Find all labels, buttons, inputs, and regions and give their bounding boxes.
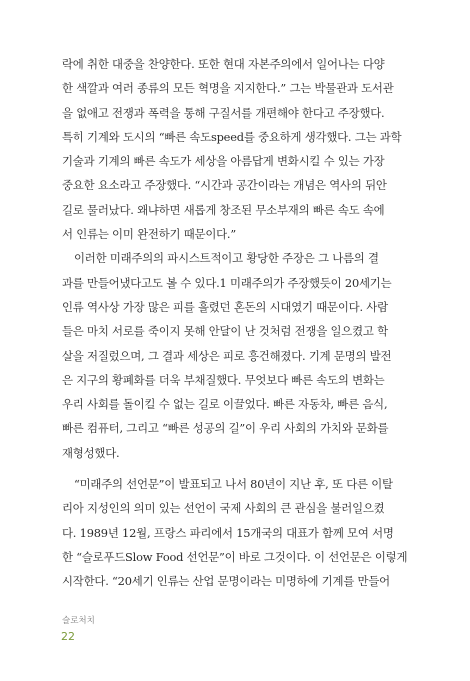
text-line: 들은 마치 서로를 죽이지 못해 안달이 난 것처럼 전쟁을 일으켰고 학 xyxy=(62,324,388,339)
text-line: 락에 취한 대중을 찬양한다. 또한 현대 자본주의에서 일어나는 다양 xyxy=(62,57,385,71)
text-line: 과를 만들어냈다고도 볼 수 있다.1 미래주의가 주장했듯이 20세기는 xyxy=(62,275,392,290)
text-line: 다. 1989년 12월, 프랑스 파리에서 15개국의 대표가 함께 모여 서명 xyxy=(62,525,394,540)
text-line: 기술과 기계의 빠른 속도가 세상을 아름답게 변화시킬 수 있는 가장 xyxy=(62,154,385,169)
text-line: 중요한 요소라고 주장했다. “시간과 공간이라는 개념은 역사의 뒤안 xyxy=(62,178,387,193)
text-line: 한 “슬로푸드Slow Food 선언문”이 바로 그것이다. 이 선언문은 이렇게 xyxy=(62,549,408,564)
text-line: 이러한 미래주의의 파시스트적이고 황당한 주장은 그 나름의 결 xyxy=(74,251,379,266)
text-line: 우리 사회를 돌이킬 수 없는 길로 이끌었다. 빠른 자동차, 빠른 음식, xyxy=(62,397,388,412)
text-line: 재형성했다. xyxy=(62,445,120,460)
text-line: 은 지구의 황폐화를 더욱 부채질했다. 무엇보다 빠른 속도의 변화는 xyxy=(62,372,385,387)
running-footer-title: 슬로처치 xyxy=(62,616,95,626)
text-line: 길로 물러났다. 왜냐하면 새롭게 창조된 무소부재의 빠른 속도 속에 xyxy=(62,202,385,217)
body-text xyxy=(62,52,412,594)
text-line: 시작한다. “20세기 인류는 산업 문명이라는 미명하에 기계를 만들어 xyxy=(62,574,390,589)
text-line: 인류 역사상 가장 많은 피를 흘렸던 혼돈의 시대였기 때문이다. 사람 xyxy=(62,299,388,314)
text-line: 살을 저질렀으며, 그 결과 세상은 피로 흥건해졌다. 기계 문명의 발전 xyxy=(62,348,392,363)
text-line: “미래주의 선언문”이 발표되고 나서 80년이 지난 후, 또 다른 이탈 xyxy=(74,477,393,492)
text-line: 빠른 컴퓨터, 그리고 “빠른 성공의 길”이 우리 사회의 가치와 문화를 xyxy=(62,421,389,436)
text-line: 을 없애고 전쟁과 폭력을 통해 구질서를 개편해야 한다고 주장했다. xyxy=(62,105,385,120)
paragraph-2 xyxy=(62,246,412,465)
text-line: 특히 기계와 도시의 “빠른 속도speed를 중요하게 생각했다. 그는 과학 xyxy=(62,129,402,144)
paragraph-gap xyxy=(62,465,412,472)
paragraph-1 xyxy=(62,52,412,246)
page-number: 22 xyxy=(61,630,75,643)
text-line: 리아 지성인의 의미 있는 선언이 국제 사회의 큰 관심을 불러일으켰 xyxy=(62,501,385,516)
paragraph-3 xyxy=(62,472,412,593)
text-line: 서 인류는 이미 완전하기 때문이다.” xyxy=(62,227,236,242)
text-line: 한 색깔과 여러 종류의 모든 혁명을 지지한다.” 그는 박물관과 도서관 xyxy=(62,81,394,96)
